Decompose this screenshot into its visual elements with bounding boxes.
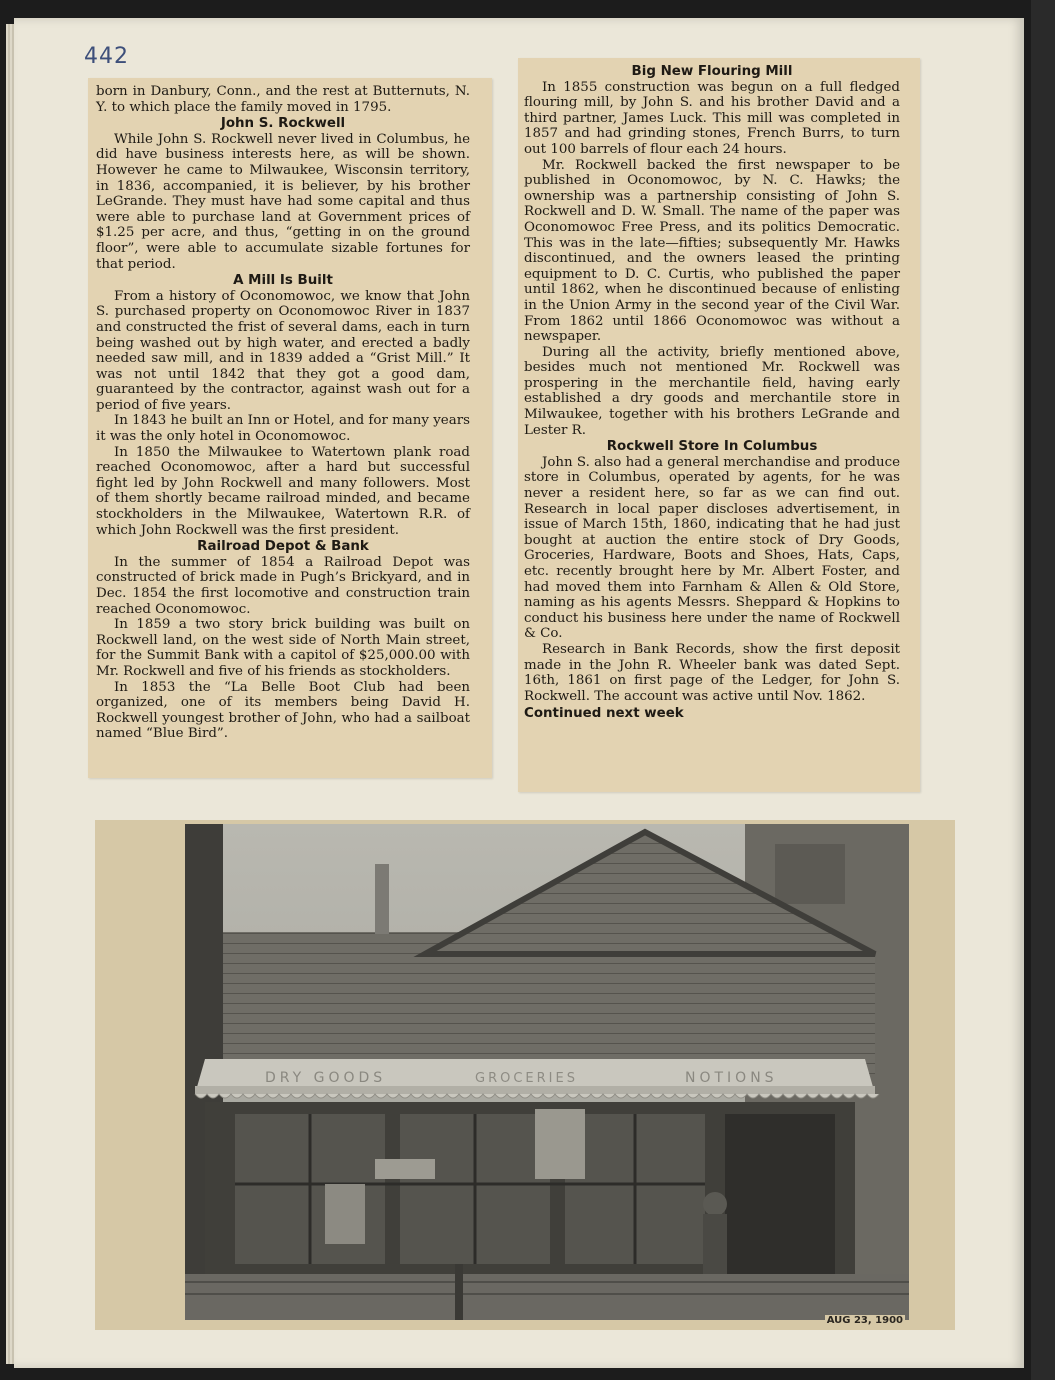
paragraph: John S. also had a general merchandise and produce store in Columbus, operated by agents, for he was never a resident here, so far as we can find out. Research in local paper discloses advertisement, in issue of March 15th, 1860, indicating that he had just bought at auction the entire stock of Dry Goods, Groceries, Hardware, Boots and Shoes, Hats, Caps, etc. recently brought here by Mr. Albert Foster, and had moved them into Farnham & Allen & Old Store, naming as his agents Messrs. Sheppard & Hopkins to conduct his business here under the name of Rockwell & Co.	[524, 454, 900, 642]
page-number: 442	[84, 44, 129, 69]
paragraph: During all the activity, briefly mentioned above, besides much not mentioned Mr. Rockwell was prospering in the merchantile field, having early established a dry goods and merchantile store in Milwaukee, together with his brothers LeGrande and Lester R.	[524, 344, 900, 438]
photo-date-stamp: AUG 23, 1900	[826, 1315, 903, 1326]
paragraph: Research in Bank Records, show the first deposit made in the John R. Wheeler bank was dated Sept. 16th, 1861 on first page of the Ledger, for John S. Rockwell. The account was active until Nov. 1862.	[524, 641, 900, 704]
newspaper-clipping-left	[88, 78, 492, 778]
paragraph: In 1843 he built an Inn or Hotel, and for many years it was the only hotel in Oconomowoc.	[96, 413, 470, 445]
paragraph: Mr. Rockwell backed the first newspaper to be published in Oconomowoc, by N. C. Hawks; the ownership was a partnership consisting of John S. Rockwell and D. W. Small. The name of the paper was Oconomowoc Free Press, and its politics Democratic. This was in the late—fifties; subsequently Mr. Hawks discontinued, and the owners leased the printing equipment to D. C. Curtis, who published the paper until 1862, when he discontinued because of enlisting in the Union Army in the second year of the Civil War. From 1862 until 1866 Oconomowoc was without a newspaper.	[524, 157, 900, 345]
newspaper-clipping-right	[518, 58, 920, 792]
awning-text-middle: GROCERIES	[475, 1071, 578, 1086]
store-photo-drawing	[185, 824, 909, 1320]
section-heading: John S. Rockwell	[220, 116, 346, 132]
section-heading: Railroad Depot & Bank	[197, 539, 369, 555]
binder-edge	[1031, 0, 1055, 1380]
paragraph: In 1853 the “La Belle Boot Club had been organized, one of its members being David H. Rockwell youngest brother of John, who had a sailboat named “Blue Bird”.	[96, 679, 470, 742]
paragraph: From a history of Oconomowoc, we know that John S. purchased property on Oconomowoc River in 1837 and constructed the frist of several dams, each in turn being washed out by high water, and erected a badly needed saw mill, and in 1839 added a “Grist Mill.” It was not until 1842 that they got a good dam, guaranteed by the contractor, against wash out for a period of five years.	[96, 288, 470, 413]
section-heading: A Mill Is Built	[233, 273, 333, 289]
section-heading: Big New Flouring Mill	[631, 64, 793, 79]
paragraph: In 1855 construction was begun on a full fledged flouring mill, by John S. and his brother David and a third partner, James Luck. This mill was completed in 1857 and had grinding stones, French Burrs, to turn out 100 barrels of flour each 24 hours.	[524, 79, 900, 157]
continued-note: Continued next week	[524, 706, 684, 722]
paragraph: In the summer of 1854 a Railroad Depot was constructed of brick made in Pugh’s Brickyard, and in Dec. 1854 the first locomotive and construction train reached Oconomowoc.	[96, 554, 470, 617]
intro-paragraph: born in Danbury, Conn., and the rest at Butternuts, N. Y. to which place the family moved in 1795.	[96, 84, 470, 115]
store-photograph	[185, 824, 909, 1320]
section-heading: Rockwell Store In Columbus	[606, 439, 818, 455]
awning-text-left: DRY GOODS	[265, 1070, 387, 1086]
paragraph: In 1859 a two story brick building was built on Rockwell land, on the west side of North Main street, for the Summit Bank with a capitol of $25,000.00 with Mr. Rockwell and five of his friends as stockholders.	[96, 617, 470, 679]
awning-text-right: NOTIONS	[685, 1070, 778, 1086]
paragraph: While John S. Rockwell never lived in Columbus, he did have business interests here, as will be shown. However he came to Milwaukee, Wisconsin territory, in 1836, accompanied, it is believer, by his brother LeGrande. They must have had some capital and thus were able to purchase land at Government prices of $1.25 per acre, and thus, “getting in on the ground floor”, were able to accumulate sizable fortunes for that period.	[96, 131, 470, 272]
paragraph: In 1850 the Milwaukee to Watertown plank road reached Oconomowoc, after a hard but successful fight led by John Rockwell and many followers. Most of them shortly became railroad minded, and became stockholders in the Milwaukee, Watertown R.R. of which John Rockwell was the first president.	[96, 444, 470, 538]
photo-clipping	[95, 820, 955, 1330]
